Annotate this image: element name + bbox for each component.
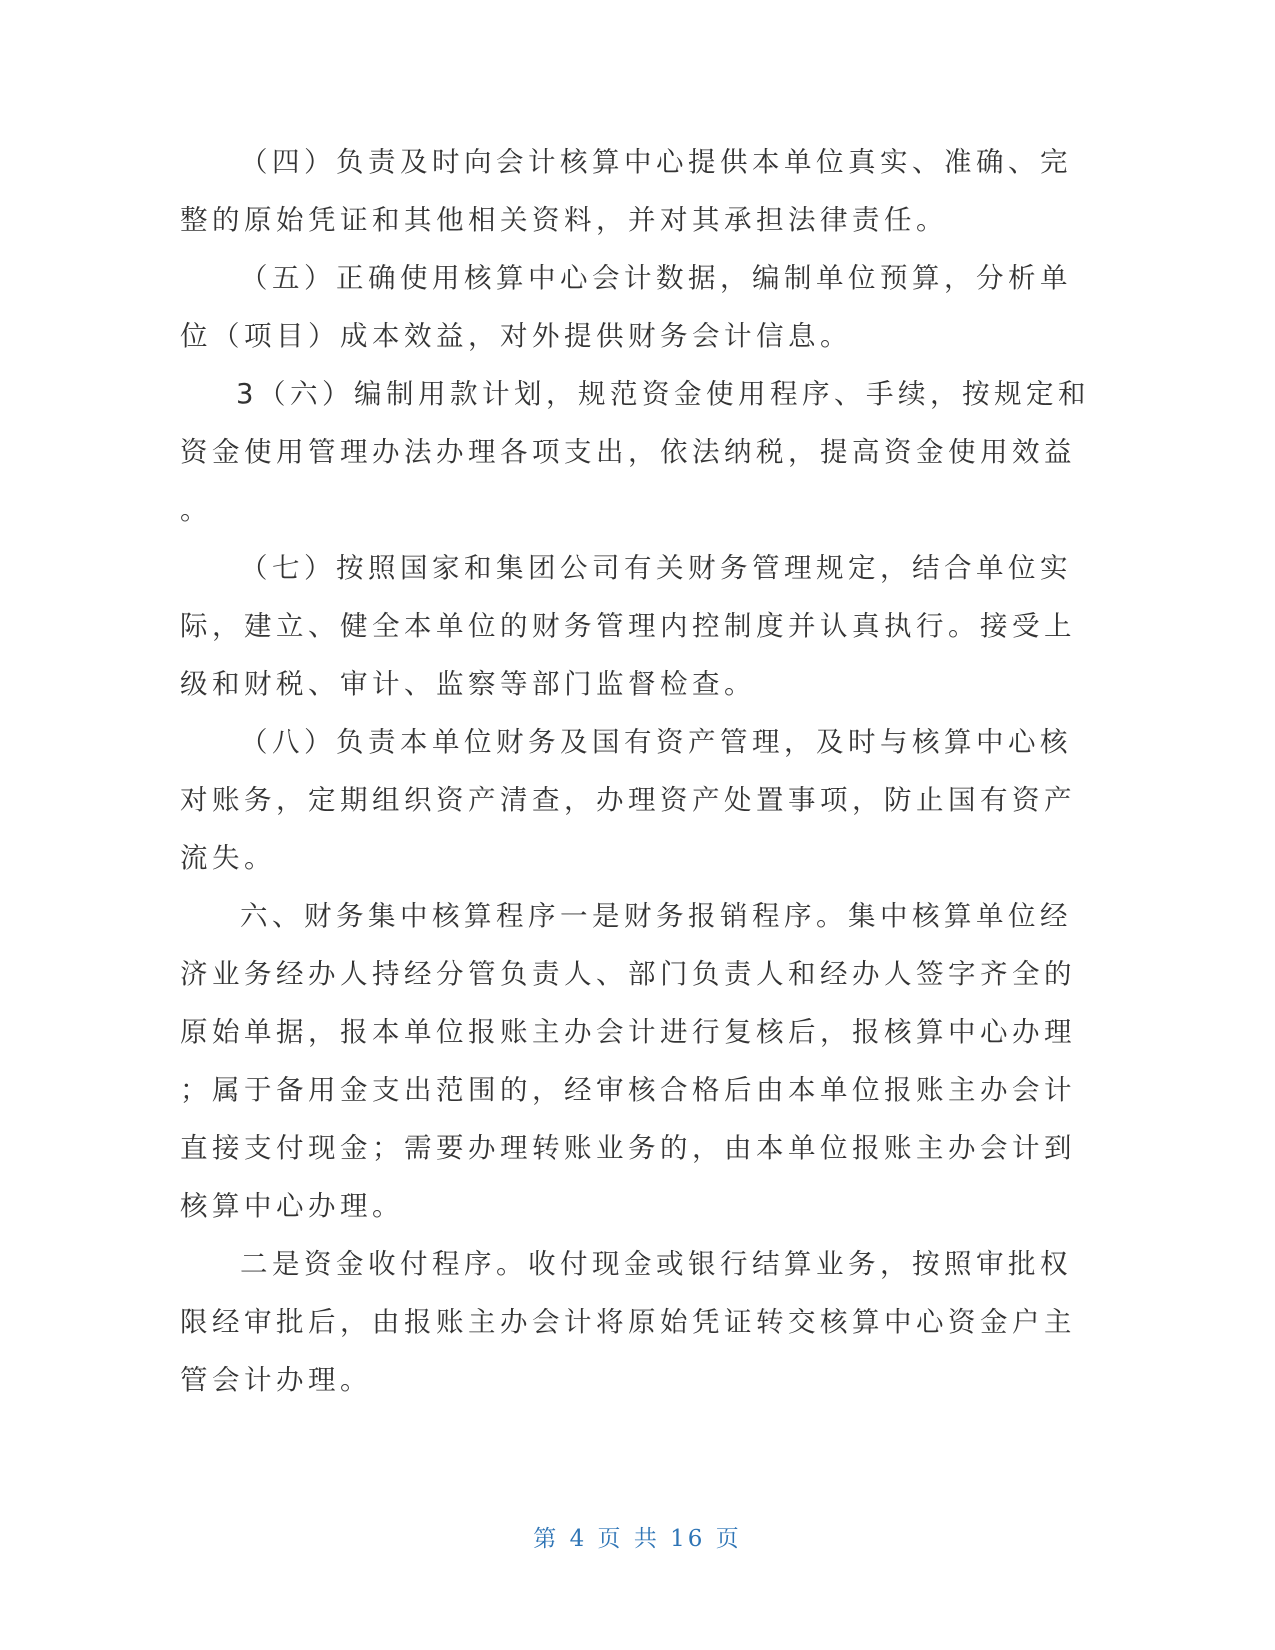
text-line: 济业务经办人持经分管负责人、部门负责人和经办人签字齐全的 <box>180 958 1076 990</box>
text-line: （七）按照国家和集团公司有关财务管理规定，结合单位实 <box>240 552 1072 584</box>
text-line: （八）负责本单位财务及国有资产管理，及时与核算中心核 <box>240 726 1072 758</box>
text-line: 原始单据，报本单位报账主办会计进行复核后，报核算中心办理 <box>180 1016 1076 1048</box>
text-line: 限经审批后，由报账主办会计将原始凭证转交核算中心资金户主 <box>180 1306 1076 1338</box>
text-line: 。 <box>180 494 212 526</box>
text-line: 直接支付现金；需要办理转账业务的，由本单位报账主办会计到 <box>180 1132 1076 1164</box>
text-line: （五）正确使用核算中心会计数据，编制单位预算，分析单 <box>240 262 1072 294</box>
text-line: 整的原始凭证和其他相关资料，并对其承担法律责任。 <box>180 204 948 236</box>
text-line: 位（项目）成本效益，对外提供财务会计信息。 <box>180 320 852 352</box>
text-line: 级和财税、审计、监察等部门监督检查。 <box>180 668 756 700</box>
text-line: 六、财务集中核算程序一是财务报销程序。集中核算单位经 <box>240 900 1072 932</box>
text-line: 核算中心办理。 <box>180 1190 404 1222</box>
text-line: 资金使用管理办法办理各项支出，依法纳税，提高资金使用效益 <box>180 436 1076 468</box>
text-line: 二是资金收付程序。收付现金或银行结算业务，按照审批权 <box>240 1248 1072 1280</box>
text-line: 管会计办理。 <box>180 1364 372 1396</box>
page-number-footer: 第 4 页 共 16 页 <box>533 1526 742 1552</box>
text-line: ；属于备用金支出范围的，经审核合格后由本单位报账主办会计 <box>180 1074 1076 1106</box>
text-line: 际，建立、健全本单位的财务管理内控制度并认真执行。接受上 <box>180 610 1076 642</box>
text-line: （四）负责及时向会计核算中心提供本单位真实、准确、完 <box>240 146 1072 178</box>
text-line: 流失。 <box>180 842 276 874</box>
text-line: 3（六）编制用款计划，规范资金使用程序、手续，按规定和 <box>236 378 1090 410</box>
text-line: 对账务，定期组织资产清查，办理资产处置事项，防止国有资产 <box>180 784 1076 816</box>
